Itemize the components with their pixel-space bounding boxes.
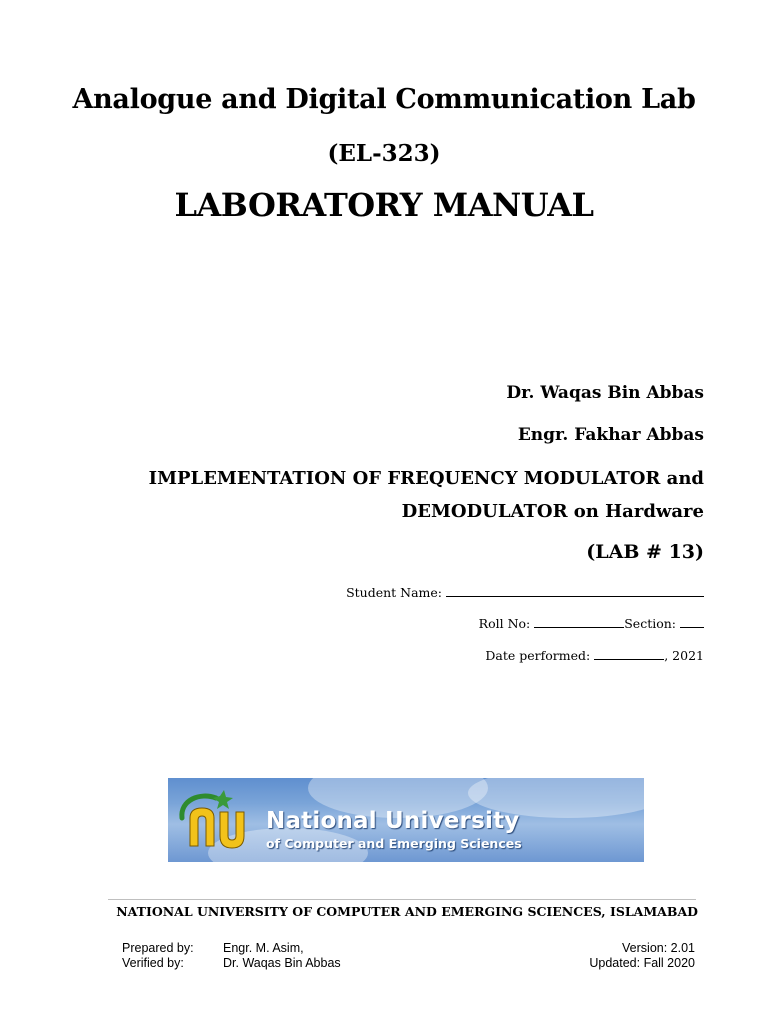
nu-logo-icon [176, 788, 266, 852]
section-field[interactable] [680, 615, 704, 628]
logo-university-subtitle: of Computer and Emerging Sciences [266, 836, 522, 851]
student-name-row [346, 584, 704, 600]
student-name-field[interactable] [446, 584, 704, 597]
date-performed-field[interactable] [594, 647, 664, 660]
author-primary: Dr. Waqas Bin Abbas [506, 383, 704, 403]
course-title: Analogue and Digital Communication Lab [72, 84, 696, 115]
prepared-by-value: Engr. M. Asim, [223, 941, 304, 955]
verified-by-label: Verified by: [122, 956, 184, 970]
section-label: Section: [624, 616, 677, 631]
logo-university-name: National University [266, 808, 520, 834]
lab-number: (LAB # 13) [586, 541, 704, 563]
course-code: (EL-323) [327, 140, 441, 167]
roll-no-field[interactable] [534, 615, 624, 628]
lab-title-line-2: DEMODULATOR on Hardware [401, 501, 704, 522]
manual-title: LABORATORY MANUAL [174, 186, 594, 224]
university-logo-banner [168, 778, 644, 862]
roll-section-row [479, 615, 704, 631]
verified-by-value: Dr. Waqas Bin Abbas [223, 956, 341, 970]
footer-divider [108, 899, 696, 900]
date-row [485, 647, 704, 663]
footer-university: NATIONAL UNIVERSITY OF COMPUTER AND EMERGING SCIENCES, ISLAMABAD [116, 904, 698, 919]
prepared-by-label: Prepared by: [122, 941, 194, 955]
updated-label: Updated: Fall 2020 [589, 956, 695, 970]
roll-no-label: Roll No: [478, 616, 531, 631]
lab-title [144, 462, 704, 528]
date-performed-label: Date performed: [485, 648, 591, 663]
author-secondary: Engr. Fakhar Abbas [517, 425, 704, 445]
lab-title-line-1: IMPLEMENTATION OF FREQUENCY MODULATOR and [148, 468, 704, 489]
version-label: Version: 2.01 [622, 941, 695, 955]
student-name-label: Student Name: [346, 585, 443, 600]
year-suffix: , 2021 [664, 648, 704, 663]
